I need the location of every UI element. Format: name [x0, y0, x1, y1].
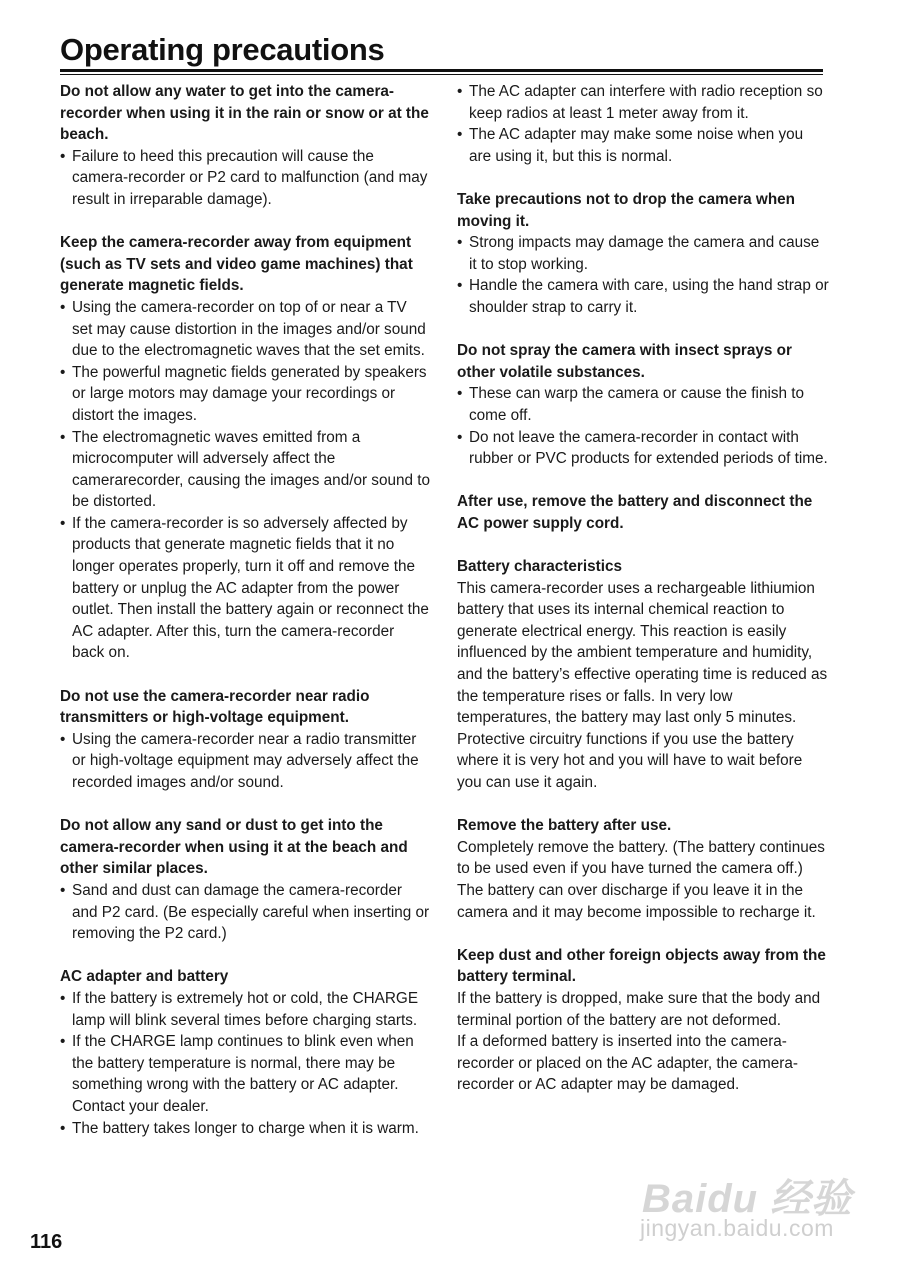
bullet-item: • The battery takes longer to charge when it is warm.	[60, 1118, 430, 1140]
section-drop	[457, 189, 829, 319]
section-radio-transmitters	[60, 686, 430, 794]
bullet-item: • Do not leave the camera-recorder in contact with rubber or PVC products for extended periods of time.	[457, 427, 829, 470]
bullet-item: • The electromagnetic waves emitted from a microcomputer will adversely affect the camerarecorder, causing the images and/or sound to be distorted.	[60, 427, 430, 513]
right-column	[457, 81, 829, 1118]
watermark-logo: Baidu 经验	[642, 1177, 853, 1221]
bullet-list	[457, 232, 829, 318]
section-heading: Do not allow any water to get into the camera-recorder when using it in the rain or snow or at the beach.	[60, 83, 429, 144]
bullet-item: • Using the camera-recorder on top of or near a TV set may cause distortion in the images and/or sound due to the electromagnetic waves that the set emits.	[60, 297, 430, 362]
bullet-item: • Handle the camera with care, using the hand strap or shoulder strap to carry it.	[457, 275, 829, 318]
paragraph: Completely remove the battery. (The battery continues to be used even if you have turned the camera off.) The battery can over discharge if you leave it in the camera and it may become impossible to recharge it.	[457, 838, 825, 921]
bullet-item: • The powerful magnetic fields generated by speakers or large motors may damage your recordings or distort the images.	[60, 362, 430, 427]
page-title: Operating precautions	[60, 32, 385, 67]
section-sand-dust	[60, 815, 430, 945]
bullet-item: • Strong impacts may damage the camera and cause it to stop working.	[457, 232, 829, 275]
paragraph: Protective circuitry functions if you use the battery where it is very hot and you will have to wait before you can use it again.	[457, 730, 803, 791]
bullet-item: • Using the camera-recorder near a radio transmitter or high-voltage equipment may adversely affect the recorded images and/or sound.	[60, 729, 430, 794]
bullet-list	[60, 297, 430, 664]
title-rule-thick	[60, 69, 823, 72]
title-rule-thin	[60, 74, 823, 75]
section-magnetic-fields	[60, 232, 430, 664]
section-heading: Keep dust and other foreign objects away from the battery terminal.	[457, 946, 826, 986]
section-heading: Do not allow any sand or dust to get into the camera-recorder when using it at the beach and other similar places.	[60, 817, 408, 878]
bullet-list	[457, 81, 829, 167]
bullet-item: • If the camera-recorder is so adversely affected by products that generate magnetic fields that it no longer operates properly, turn it off and remove the battery or unplug the AC adapter from the power outlet. Then install the battery again or reconnect the AC adapter. After this, turn the camera-recorder back on.	[60, 513, 430, 664]
bullet-list	[60, 988, 430, 1139]
bullet-item: • If the battery is extremely hot or cold, the CHARGE lamp will blink several times before charging starts.	[60, 988, 430, 1031]
page-number: 116	[30, 1231, 63, 1253]
section-water	[60, 81, 430, 211]
left-column	[60, 81, 430, 1161]
bullet-item: • The AC adapter may make some noise when you are using it, but this is normal.	[457, 124, 829, 167]
paragraph: If a deformed battery is inserted into the camera-recorder or placed on the AC adapter, the camera-recorder or AC adapter may be damaged.	[457, 1033, 798, 1094]
paragraph: This camera-recorder uses a rechargeable lithiumion battery that uses its internal chemical reaction to generate electrical energy. This reaction is easily influenced by the ambient temperature and humidity, and the battery’s effective operating time is reduced as the temperature rises or falls. In very low temperatures, the battery may last only 5 minutes.	[457, 579, 828, 727]
bullet-list	[60, 146, 430, 211]
section-ac-adapter-battery	[60, 966, 430, 1139]
section-insect-sprays	[457, 340, 829, 470]
section-heading: Remove the battery after use.	[457, 817, 672, 835]
section-battery-characteristics	[457, 556, 829, 794]
section-heading: Take precautions not to drop the camera when moving it.	[457, 190, 796, 230]
bullet-list	[60, 729, 430, 794]
section-heading: Do not use the camera-recorder near radio transmitters or high-voltage equipment.	[60, 687, 370, 727]
section-heading: AC adapter and battery	[60, 968, 229, 986]
watermark-url: jingyan.baidu.com	[640, 1215, 834, 1241]
section-heading: After use, remove the battery and disconnect the AC power supply cord.	[457, 493, 813, 532]
bullet-item: • Sand and dust can damage the camera-recorder and P2 card. (Be especially careful when inserting or removing the P2 card.)	[60, 880, 430, 945]
section-heading: Do not spray the camera with insect sprays or other volatile substances.	[457, 342, 792, 381]
section-heading: Keep the camera-recorder away from equipment (such as TV sets and video game machines) that generate magnetic fields.	[60, 234, 413, 295]
bullet-item: • If the CHARGE lamp continues to blink even when the battery temperature is normal, there may be something wrong with the battery or AC adapter. Contact your dealer.	[60, 1031, 430, 1117]
section-battery-terminal	[457, 945, 829, 1096]
bullet-item: • Failure to heed this precaution will cause the camera-recorder or P2 card to malfunction (and may result in irreparable damage).	[60, 146, 430, 211]
bullet-item: • The AC adapter can interfere with radio reception so keep radios at least 1 meter away from it.	[457, 81, 829, 124]
section-heading: Battery characteristics	[457, 558, 622, 576]
bullet-list	[457, 383, 829, 469]
watermark	[636, 1163, 856, 1255]
bullet-list	[60, 880, 430, 945]
bullet-item: • These can warp the camera or cause the finish to come off.	[457, 383, 829, 426]
section-ac-adapter-continued	[457, 81, 829, 167]
section-remove-battery	[457, 815, 829, 923]
paragraph: If the battery is dropped, make sure that the body and terminal portion of the battery are not deformed.	[457, 989, 821, 1029]
section-after-use	[457, 491, 829, 534]
